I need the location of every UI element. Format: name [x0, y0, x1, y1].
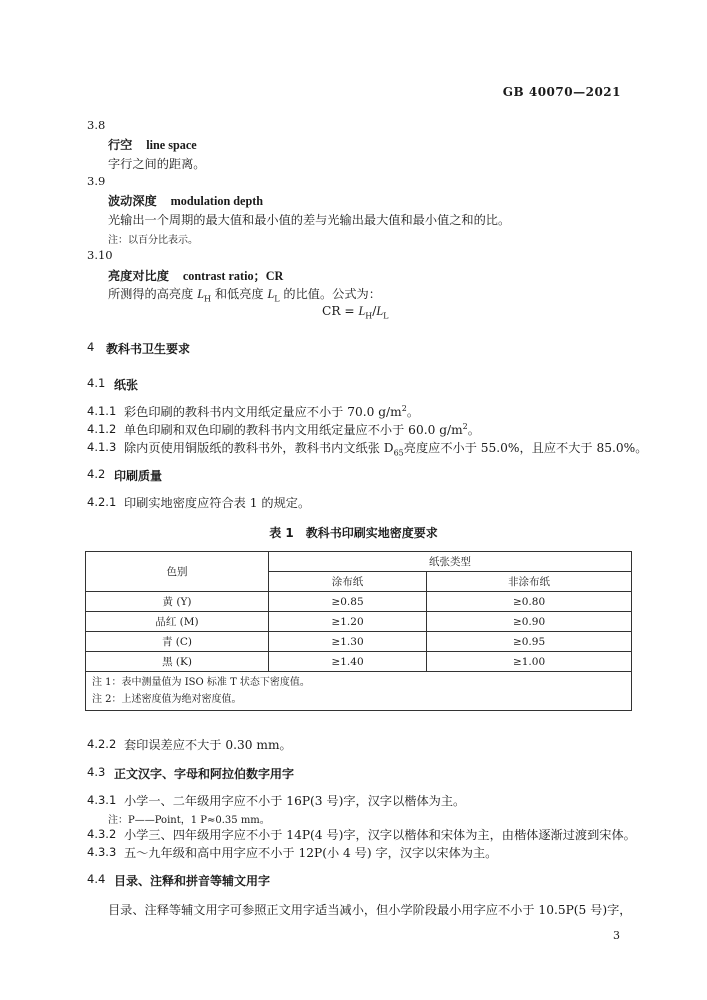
header-coated: 涂布纸 — [269, 572, 427, 592]
term-cn: 行空 — [108, 138, 133, 152]
table-notes — [86, 672, 632, 711]
clause-number: 4.1.1 — [87, 404, 117, 418]
clause-text: 套印误差应不大于 0.30 mm。 — [124, 738, 292, 752]
page-number: 3 — [613, 929, 620, 942]
clause-number: 4.1.2 — [87, 422, 117, 436]
clause-number: 4.2.1 — [87, 495, 117, 509]
clause-text: 五～九年级和高中用字应不小于 12P(小 4 号) 字，汉字以宋体为主。 — [124, 846, 498, 860]
term-note: 注：以百分比表示。 — [108, 235, 198, 246]
term-definition: 光输出一个周期的最大值和最小值的差与光输出最大值和最小值之和的比。 — [108, 213, 511, 227]
paragraph: 目录、注释等辅文用字可参照正文用字适当减小，但小学阶段最小用字应不小于 10.5P(5 号)字， — [108, 903, 632, 917]
clause-number: 3.10 — [87, 248, 113, 262]
clause-text: 除内页使用铜版纸的教科书外，教科书内文纸张 $D_{65}$亮度应不小于 55.0%，且应不大于 85.0%。 — [124, 441, 648, 458]
term-en: contrast ratio；CR — [182, 269, 284, 283]
section-title: 正文汉字、字母和阿拉伯数字用字 — [114, 767, 295, 781]
clause-text: 单色印刷和双色印刷的教科书内文用纸定量应不小于 60.0 $g/m^2$。 — [124, 421, 480, 437]
clause-note: 注：P——Point，1 P≈0.35 mm。 — [108, 815, 270, 826]
table-row: 黄 (Y) ≥0.85 ≥0.80 — [86, 592, 632, 612]
table-note-2: 注 2：上述密度值为绝对密度值。 — [92, 694, 242, 705]
section-number: 4.2 — [87, 467, 106, 481]
section-number: 4.1 — [87, 376, 106, 390]
table-row: 青 (C) ≥1.30 ≥0.95 — [86, 632, 632, 652]
header-paper-type: 纸张类型 — [269, 552, 632, 572]
term-cn: 亮度对比度 — [108, 269, 169, 283]
term-heading — [108, 136, 197, 153]
section-number: 4.3 — [87, 765, 106, 779]
table-caption: 表 1 教科书印刷实地密度要求 — [269, 526, 438, 540]
term-definition: 字行之间的距离。 — [108, 157, 206, 171]
clause-text: 小学三、四年级用字应不小于 14P(4 号)字，汉字以楷体和宋体为主，由楷体逐渐过渡到宋体。 — [124, 828, 636, 842]
term-heading — [108, 192, 263, 209]
header-color: 色别 — [86, 552, 269, 592]
section-title: 教科书卫生要求 — [106, 342, 191, 356]
table-note-1: 注 1：表中测量值为 ISO 标准 T 状态下密度值。 — [92, 677, 310, 688]
clause-number: 4.1.3 — [87, 440, 117, 454]
term-definition: 所测得的高亮度 $L_H$ 和低亮度 $L_L$ 的比值。公式为： — [108, 287, 381, 304]
clause-text: 彩色印刷的教科书内文用纸定量应不小于 70.0 $g/m^2$。 — [124, 403, 420, 419]
clause-number: 3.8 — [87, 118, 106, 132]
clause-number: 4.3.2 — [87, 827, 117, 841]
formula: CR = $L_H/L_L$ — [322, 304, 389, 321]
clause-number: 4.3.1 — [87, 793, 117, 807]
term-en: line space — [146, 138, 197, 152]
clause-text: 印刷实地密度应符合表 1 的规定。 — [124, 496, 311, 510]
table-row: 黑 (K) ≥1.40 ≥1.00 — [86, 652, 632, 672]
clause-number: 3.9 — [87, 174, 106, 188]
density-table — [85, 551, 632, 711]
term-en: modulation depth — [170, 194, 264, 208]
section-title: 目录、注释和拼音等辅文用字 — [114, 874, 271, 888]
clause-number: 4.3.3 — [87, 845, 117, 859]
header-uncoated: 非涂布纸 — [427, 572, 632, 592]
table-row: 品红 (M) ≥1.20 ≥0.90 — [86, 612, 632, 632]
clause-text: 小学一、二年级用字应不小于 16P(3 号)字，汉字以楷体为主。 — [124, 794, 466, 808]
section-number: 4.4 — [87, 872, 106, 886]
section-number: 4 — [87, 340, 95, 354]
section-title: 纸张 — [114, 378, 139, 392]
term-heading — [108, 267, 283, 284]
term-cn: 波动深度 — [108, 194, 157, 208]
standard-number: GB 40070—2021 — [502, 85, 621, 99]
clause-number: 4.2.2 — [87, 737, 117, 751]
section-title: 印刷质量 — [114, 469, 163, 483]
